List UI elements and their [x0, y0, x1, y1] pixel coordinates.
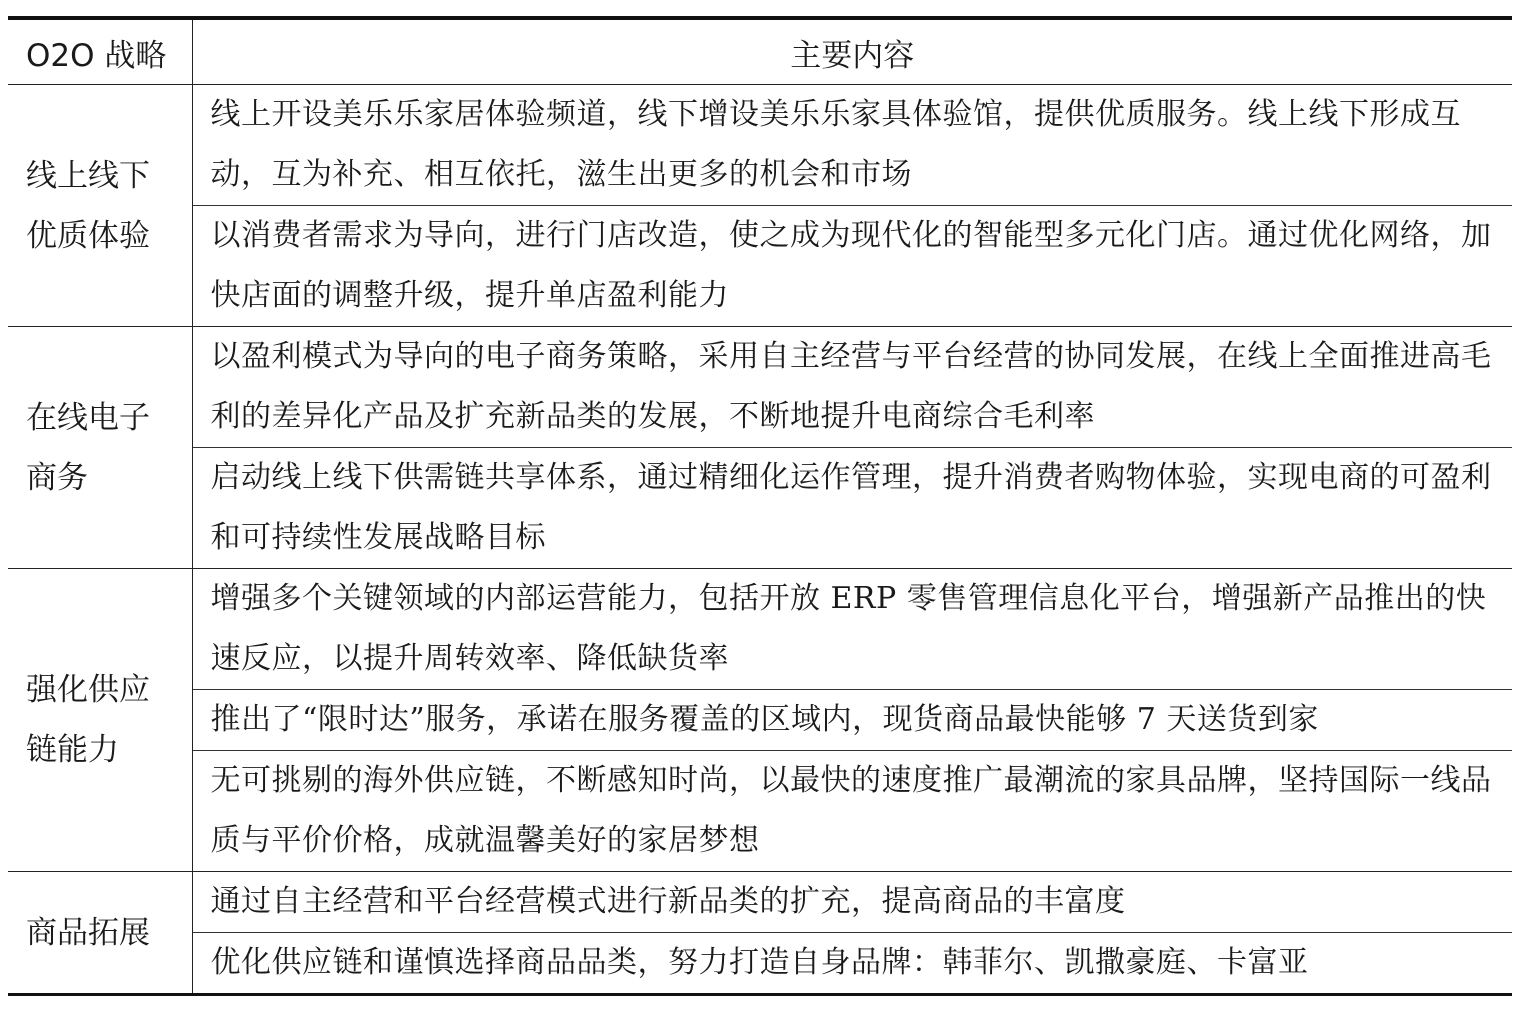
- table-row: [8, 751, 1512, 872]
- content-cell: 增强多个关键领域的内部运营能力，包括开放 ERP 零售管理信息化平台，增强新产品推出的快速反应，以提升周转效率、降低缺货率: [192, 569, 1512, 690]
- header-row: [8, 18, 1512, 85]
- content-cell: 优化供应链和谨慎选择商品品类，努力打造自身品牌：韩菲尔、凯撒豪庭、卡富亚: [192, 933, 1512, 995]
- strategy-label: 线上线下优质体验: [26, 157, 150, 254]
- strategy-cell-supply-chain: [8, 569, 192, 872]
- content-cell: 线上开设美乐乐家居体验频道，线下增设美乐乐家具体验馆，提供优质服务。线上线下形成互动，互为补充、相互依托，滋生出更多的机会和市场: [192, 85, 1512, 206]
- strategy-cell-ecommerce: [8, 327, 192, 569]
- table-row: [8, 206, 1512, 327]
- table-row: [8, 327, 1512, 448]
- table-row: [8, 448, 1512, 569]
- table-row: [8, 872, 1512, 933]
- strategy-label: 商品拓展: [26, 914, 150, 951]
- header-content: 主要内容: [192, 18, 1512, 85]
- content-cell: 无可挑剔的海外供应链，不断感知时尚，以最快的速度推广最潮流的家具品牌，坚持国际一线品质与平价价格，成就温馨美好的家居梦想: [192, 751, 1512, 872]
- content-cell: 以消费者需求为导向，进行门店改造，使之成为现代化的智能型多元化门店。通过优化网络，加快店面的调整升级，提升单店盈利能力: [192, 206, 1512, 327]
- table-row: [8, 690, 1512, 751]
- content-cell: 启动线上线下供需链共享体系，通过精细化运作管理，提升消费者购物体验，实现电商的可盈利和可持续性发展战略目标: [192, 448, 1512, 569]
- header-strategy: O2O 战略: [8, 18, 192, 85]
- o2o-strategy-table: [8, 16, 1512, 996]
- table-row: [8, 569, 1512, 690]
- strategy-cell-online-offline: [8, 85, 192, 327]
- content-cell: 通过自主经营和平台经营模式进行新品类的扩充，提高商品的丰富度: [192, 872, 1512, 933]
- strategy-label: 在线电子商务: [26, 399, 150, 496]
- strategy-label: 强化供应链能力: [26, 672, 150, 768]
- content-cell: 以盈利模式为导向的电子商务策略，采用自主经营与平台经营的协同发展，在线上全面推进高毛利的差异化产品及扩充新品类的发展，不断地提升电商综合毛利率: [192, 327, 1512, 448]
- o2o-strategy-table-container: [8, 16, 1512, 996]
- strategy-cell-product-expansion: [8, 872, 192, 995]
- table-row: [8, 85, 1512, 206]
- content-cell: 推出了“限时达”服务，承诺在服务覆盖的区域内，现货商品最快能够 7 天送货到家: [192, 690, 1512, 751]
- table-row: [8, 933, 1512, 995]
